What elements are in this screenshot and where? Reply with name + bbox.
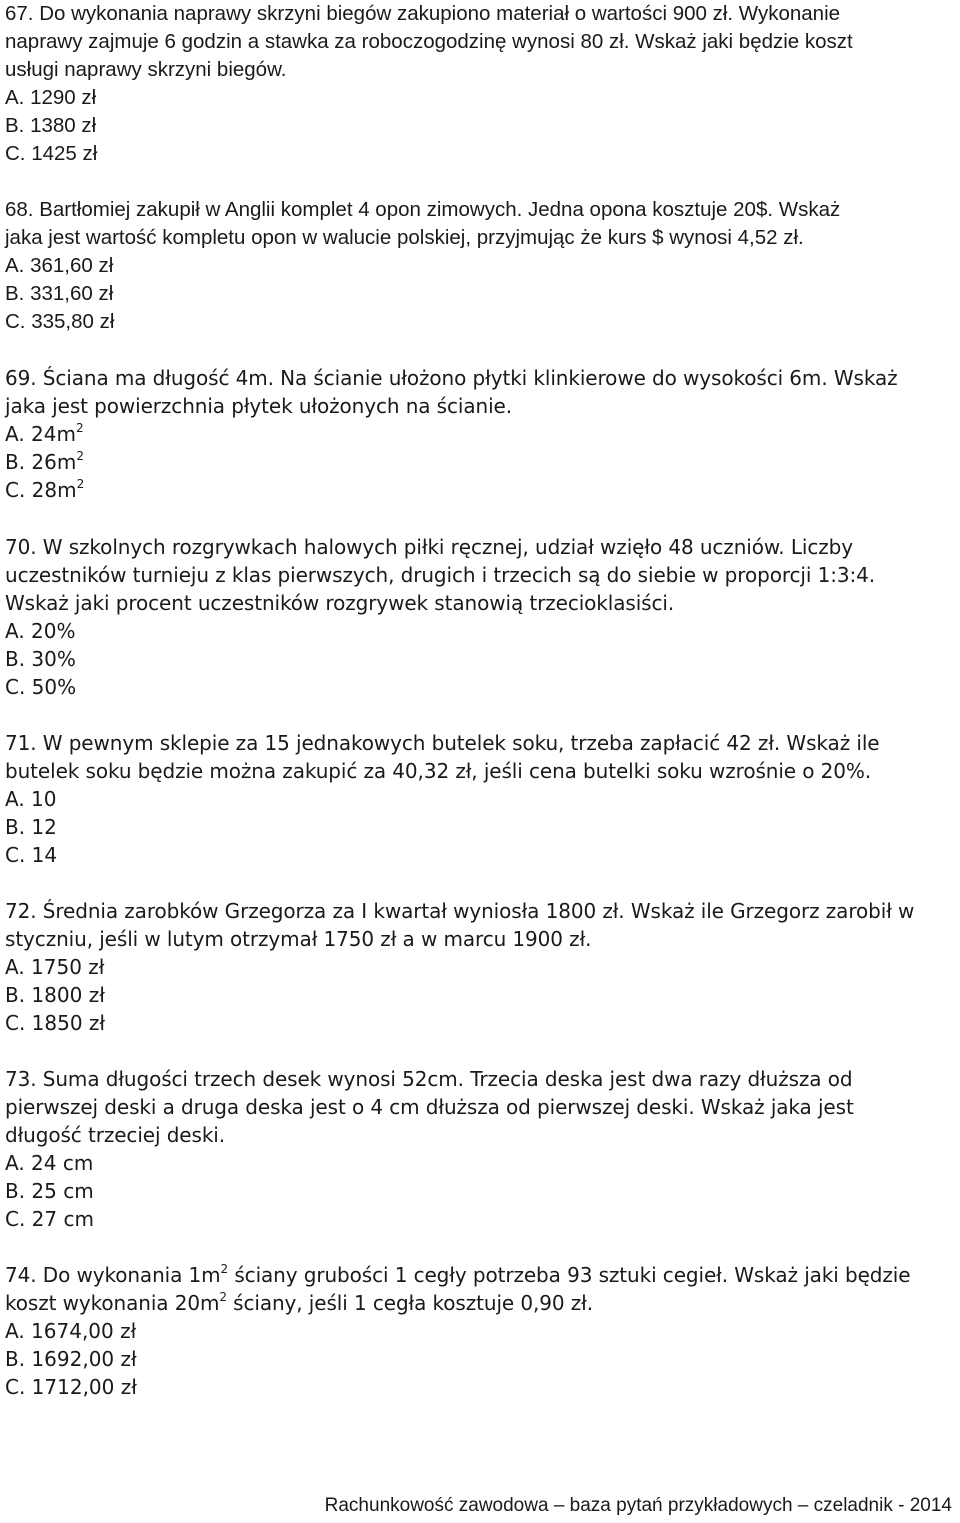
question-text-line: 69. Ściana ma długość 4m. Na ścianie ułożono płytki klinkierowe do wysokości 6m. Wskaż bbox=[5, 366, 898, 390]
question-text-line: koszt wykonania $20m^2$ ściany, jeśli 1 cegła kosztuje 0,90 zł. bbox=[5, 1290, 594, 1315]
answer-option-a: A. 24 cm bbox=[5, 1151, 94, 1175]
question-text-line: jaka jest powierzchnia płytek ułożonych na ścianie. bbox=[5, 394, 513, 418]
answer-option-b: B. 25 cm bbox=[5, 1179, 94, 1203]
answer-option-a: A. $24m^2$ bbox=[5, 421, 84, 446]
question-74 bbox=[5, 1261, 955, 1401]
answer-option-c: C. 27 cm bbox=[5, 1207, 94, 1231]
superscript: 2 bbox=[220, 1262, 229, 1276]
question-text-line: naprawy zajmuje 6 godzin a stawka za roboczogodzinę wynosi 80 zł. Wskaż jaki będzie koszt bbox=[5, 30, 853, 53]
question-text-line: uczestników turnieju z klas pierwszych, drugich i trzecich są do siebie w proporcji 1:3:4. bbox=[5, 563, 875, 587]
question-67 bbox=[5, 0, 955, 168]
page-footer: Rachunkowość zawodowa – baza pytań przykładowych – czeladnik - 2014 bbox=[324, 1495, 952, 1516]
question-text-line: pierwszej deski a druga deska jest o 4 cm dłuższa od pierwszej deski. Wskaż jaka jest bbox=[5, 1095, 854, 1119]
answer-option-b: B. 12 bbox=[5, 815, 57, 839]
answer-option-c: C. $28m^2$ bbox=[5, 477, 85, 502]
question-73 bbox=[5, 1065, 955, 1233]
question-text-line: 74. Do wykonania $1m^2$ ściany grubości 1 cegły potrzeba 93 sztuki cegieł. Wskaż jaki będzie bbox=[5, 1262, 911, 1287]
question-text-line: długość trzeciej deski. bbox=[5, 1123, 226, 1147]
answer-option-a: A. 1750 zł bbox=[5, 955, 105, 979]
question-72 bbox=[5, 897, 955, 1037]
answer-option-b: B. 331,60 zł bbox=[5, 282, 114, 305]
answer-option-b: B. 1800 zł bbox=[5, 983, 105, 1007]
answer-option-b: B. 1380 zł bbox=[5, 114, 97, 137]
question-text-line: Wskaż jaki procent uczestników rozgrywek stanowią trzecioklasiści. bbox=[5, 591, 675, 615]
answer-option-a: A. 20% bbox=[5, 619, 76, 643]
answer-option-c: C. 1850 zł bbox=[5, 1011, 106, 1035]
answer-option-b: B. 30% bbox=[5, 647, 76, 671]
question-text-line: 73. Suma długości trzech desek wynosi 52cm. Trzecia deska jest dwa razy dłuższa od bbox=[5, 1067, 853, 1091]
question-text-line: 72. Średnia zarobków Grzegorza za I kwartał wyniosła 1800 zł. Wskaż ile Grzegorz zarobił w bbox=[5, 899, 915, 923]
question-70 bbox=[5, 533, 955, 701]
answer-option-a: A. 361,60 zł bbox=[5, 254, 114, 277]
answer-option-b: B. 1692,00 zł bbox=[5, 1347, 137, 1371]
question-71 bbox=[5, 729, 955, 869]
superscript: 2 bbox=[75, 421, 84, 435]
answer-option-c: C. 1425 zł bbox=[5, 142, 98, 165]
answer-option-c: C. 50% bbox=[5, 675, 77, 699]
superscript: 2 bbox=[76, 449, 85, 463]
question-text-line: 67. Do wykonania naprawy skrzyni biegów zakupiono materiał o wartości 900 zł. Wykonanie bbox=[5, 2, 841, 25]
answer-option-a: A. 1674,00 zł bbox=[5, 1319, 137, 1343]
answer-option-c: C. 14 bbox=[5, 843, 58, 867]
answer-option-b: B. $26m^2$ bbox=[5, 449, 85, 474]
superscript: 2 bbox=[76, 477, 85, 491]
answer-option-c: C. 1712,00 zł bbox=[5, 1375, 137, 1399]
question-text-line: jaka jest wartość kompletu opon w walucie polskiej, przyjmując że kurs $ wynosi 4,52 zł. bbox=[5, 226, 804, 249]
question-text-line: 70. W szkolnych rozgrywkach halowych piłki ręcznej, udział wzięło 48 uczniów. Liczby bbox=[5, 535, 853, 559]
question-68 bbox=[5, 196, 955, 336]
question-text-line: 68. Bartłomiej zakupił w Anglii komplet 4 opon zimowych. Jedna opona kosztuje 20$. Wskaż bbox=[5, 198, 841, 221]
superscript: 2 bbox=[219, 1290, 227, 1304]
question-text-line: styczniu, jeśli w lutym otrzymał 1750 zł a w marcu 1900 zł. bbox=[5, 927, 592, 951]
question-text-line: 71. W pewnym sklepie za 15 jednakowych butelek soku, trzeba zapłacić 42 zł. Wskaż ile bbox=[5, 731, 880, 755]
question-69 bbox=[5, 364, 955, 504]
answer-option-a: A. 10 bbox=[5, 787, 57, 811]
question-text-line: butelek soku będzie można zakupić za 40,32 zł, jeśli cena butelki soku wzrośnie o 20%. bbox=[5, 759, 872, 783]
answer-option-c: C. 335,80 zł bbox=[5, 310, 115, 333]
question-text-line: usługi naprawy skrzyni biegów. bbox=[5, 58, 287, 81]
answer-option-a: A. 1290 zł bbox=[5, 86, 97, 109]
